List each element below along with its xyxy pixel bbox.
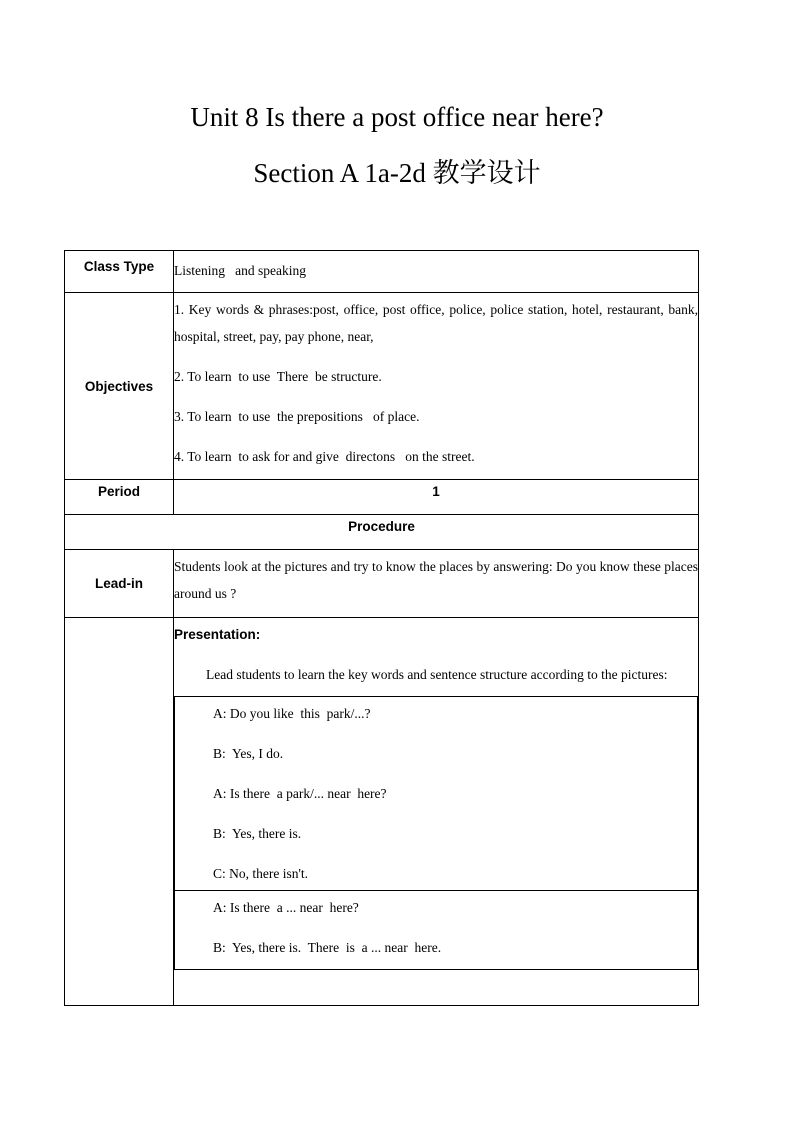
dialog-2-cell	[175, 891, 698, 970]
document-title: Unit 8 Is there a post office near here?	[190, 102, 604, 132]
row-lead-in	[65, 550, 699, 618]
objective-item: 3. To learn to use the prepositions of place.	[174, 409, 420, 424]
row-period	[65, 480, 699, 515]
dialog-line: A: Is there a park/... near here?	[213, 786, 387, 801]
dialog-line: B: Yes, there is.	[213, 826, 302, 841]
presentation-cell	[174, 618, 699, 1006]
procedure-heading: Procedure	[65, 515, 699, 550]
objective-item: 2. To learn to use There be structure.	[174, 369, 382, 384]
dialog-line: A: Is there a ... near here?	[213, 900, 359, 915]
lesson-plan-table	[64, 250, 699, 1006]
period-label: Period	[65, 480, 174, 515]
objectives-cell	[174, 293, 699, 480]
row-procedure	[65, 515, 699, 550]
row-objectives	[65, 293, 699, 480]
row-presentation	[65, 618, 699, 1006]
objectives-label: Objectives	[65, 293, 174, 480]
dialog-block-1	[175, 697, 698, 891]
presentation-text: Lead students to learn the key words and sentence structure according to the pictures:	[206, 667, 668, 682]
dialog-line: B: Yes, I do.	[213, 746, 284, 761]
dialog-block-2	[175, 891, 698, 970]
lead-in-text	[174, 550, 699, 618]
objective-item: 4. To learn to ask for and give directons on the street.	[174, 449, 475, 464]
dialog-1-cell	[175, 697, 698, 891]
presentation-heading: Presentation:	[174, 627, 261, 642]
document-subtitle: Section A 1a-2d 教学设计	[253, 158, 541, 188]
dialog-line: A: Do you like this park/...?	[213, 706, 371, 721]
objective-item: 1. Key words & phrases:post, office, post office, police, police station, hotel, restaurant, bank, hospital, street, pay, pay phone, near,	[174, 302, 698, 344]
class-type-text: Listening and speaking	[174, 263, 306, 278]
dialog-table	[174, 696, 698, 970]
lead-in-paragraph: Students look at the pictures and try to know the places by answering: Do you know these places around us ?	[174, 559, 698, 601]
class-type-label: Class Type	[65, 251, 174, 293]
presentation-label-cell	[65, 618, 174, 1006]
row-class-type	[65, 251, 699, 293]
dialog-line: B: Yes, there is. There is a ... near here.	[213, 940, 442, 955]
period-value: 1	[174, 480, 699, 515]
dialog-line: C: No, there isn't.	[213, 866, 309, 881]
lead-in-label: Lead-in	[65, 550, 174, 618]
class-type-value	[174, 251, 699, 293]
